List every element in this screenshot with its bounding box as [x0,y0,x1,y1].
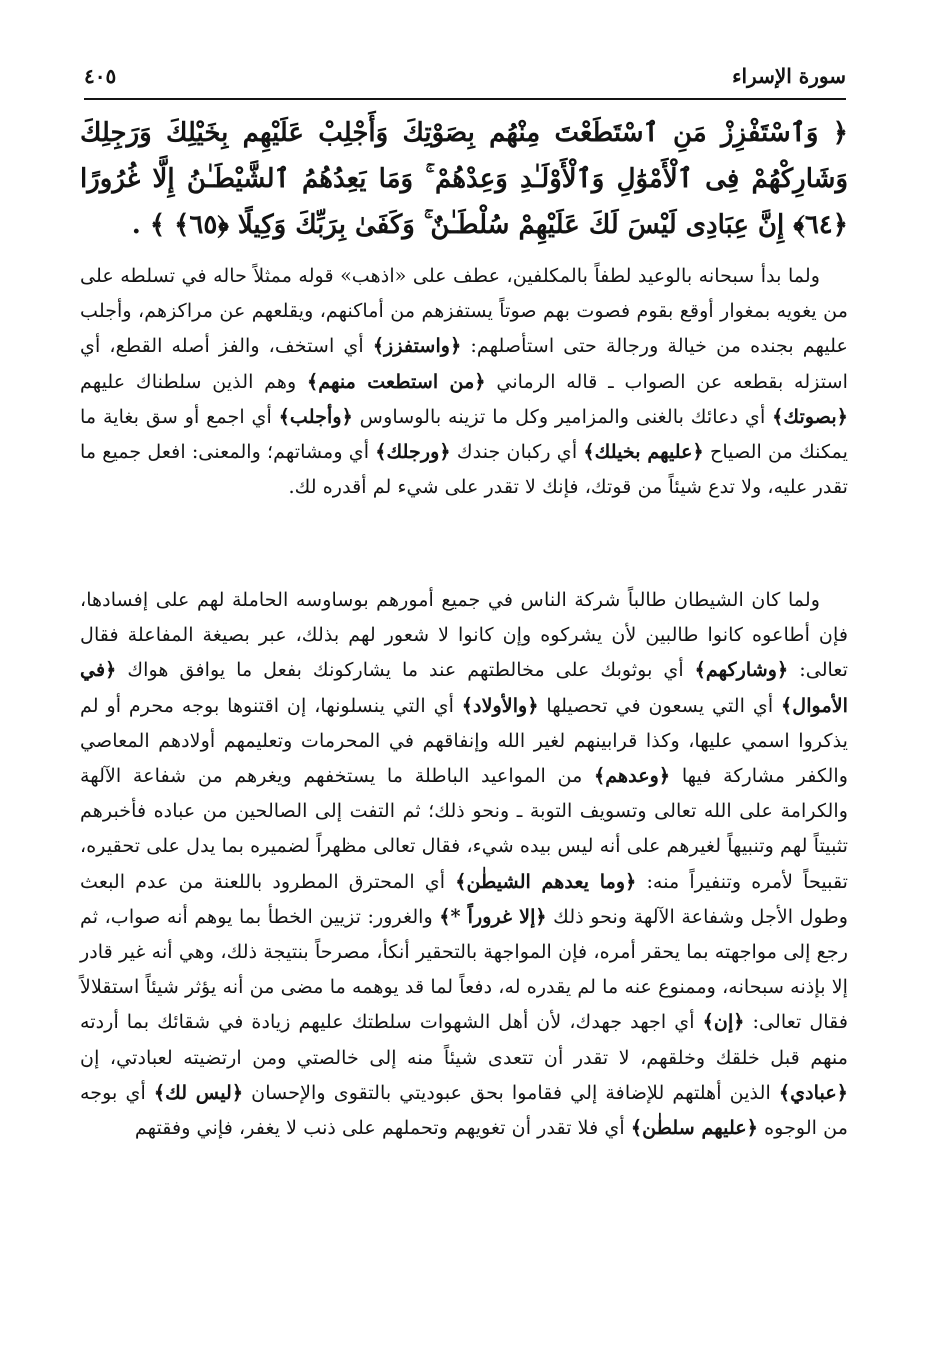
commentary-text: أي بوثوبك على مخالطتهم عند ما يشاركونك بفعل ما يوافق هواك [116,658,695,682]
quoted-ayah: ﴿وأجلب﴾ [278,404,353,428]
commentary-text: الذين أهلتهم للإضافة إلي فقاموا بحق عبوديتي بالتقوى والإحسان [243,1080,779,1104]
commentary-text: أي دعائك بالغنى والمزامير وكل ما تزينه بالوساوس [352,404,773,428]
commentary-text: من المواعيد الباطلة ما يستخفهم ويغرهم من شفاعة الآلهة والكرامة على الله تعالى وتسويف التوبة ـ ونحو ذلك؛ ثم التفت إلى الصالحين من عباده فأخبرهم تثبيتاً لهم وتنبيهاً لغيرهم على أنه ليس بيده شيء، فقال تعالى مظهراً لضميره بما يدل على تحقيره، تقبيحاً لأمره وتنفيراً منه: [80,764,849,893]
commentary-text: أي بوجه من الوجوه [80,1080,848,1140]
quoted-ayah: ﴿واستفزز﴾ [372,334,462,358]
commentary-paragraph-1 [80,258,848,504]
commentary-text: والغرور: تزيين الخطأ بما يوهم أنه صواب، ثم رجع إلى مواجهته بما يحقر أمره، فإن المواجهة بالتحقير أنكأ، مصرحاً بنتيجة ذلك، وهي أنه غير قادر إلا بإذنه سبحانه، وممنوع عنه ما لم يقدره له، دفعاً لما قد يوهمه ما مضى من أنه يؤثر شيئاً استقلالاً فقال تعالى: [80,904,848,1034]
commentary-text: أي فلا تقدر أن تغويهم وتحملهم على ذنب لا يغفر، فإني وفقتهم [134,1116,631,1140]
quoted-ayah: ﴿وعدهم﴾ [594,764,671,788]
commentary-text: ولما كان الشيطان طالباً شركة الناس في جميع أمورهم بوساوسه الحاملة لهم على إفسادها، فإن أطاعوه كانوا طالبين لأن يشركوه وإن كانوا لا شعور لهم بذلك، عبر بصيغة المفاعلة فقال تعالى: [80,588,848,682]
quran-verses: ﴿ وَٱسْتَفْزِزْ مَنِ ٱسْتَطَعْتَ مِنْهُم بِصَوْتِكَ وَأَجْلِبْ عَلَيْهِم بِخَيْلِكَ وَرَجِلِكَ وَشَارِكْهُمْ فِى ٱلْأَمْوَٰلِ وَٱلْأَوْلَـٰدِ وَعِدْهُمْ ۚ وَمَا يَعِدُهُمُ ٱلشَّيْطَـٰنُ إِلَّا غُرُورًا ﴿٦٤﴾ إِنَّ عِبَادِى لَيْسَ لَكَ عَلَيْهِمْ سُلْطَـٰنٌ ۚ وَكَفَىٰ بِرَبِّكَ وَكِيلًا ﴿٦٥﴾ ﴾ . [80,118,848,240]
quoted-ayah: ﴿ورجلك﴾ [375,440,451,464]
commentary-text: أي اجمع أو سق بغاية ما يمكنك من الصياح [80,404,848,464]
quoted-ayah: ﴿عليهم سلطٰن﴾ [630,1116,758,1140]
commentary-text: أي استخف، والفز أصله القطع، أي استزله بقطعه عن الصواب ـ قاله الرماني [80,334,848,393]
quoted-ayah: ﴿وما يعدهم الشيطٰن﴾ [455,869,637,893]
quoted-ayah: ﴿في الأموال﴾ [80,658,849,717]
commentary-text: أي اجهد جهدك، لأن أهل الشهوات سلطتك عليهم زيادة في شقائك بما أردته منهم قبل خلقك وخلقهم، لا تقدر أن تتعدى شيئاً منه إلى خالصتي ومن ارتضيته لعبادتي، إن [80,1010,848,1069]
commentary-text: ولما بدأ سبحانه بالوعيد لطفاً بالمكلفين، عطف على «اذهب» قوله ممثلاً حاله في تسلطه على من يغويه بمغوار أوقع بقوم فصوت بهم صوتاً يستفزهم من أماكنهم، ويقلعهم عن مراكزهم، وأجلب عليهم بجنده من خيالة ورجالة حتى استأصلهم: [80,264,848,358]
quoted-ayah: ﴿من استطعت منهم﴾ [306,369,486,393]
quoted-ayah: ﴿عليهم بخيلك﴾ [583,440,704,464]
commentary-text: أي التي ينسلونها، إن اقتنوها بوجه محرم أو لم يذكروا اسمي عليها، وكذا قرابينهم لغير الله وإنفاقهم في المحرمات وتعليمهم أولادهم المعاصي والكفر مشاركة فيها [80,693,848,788]
commentary-text: أي ومشاتهم؛ والمعنى: افعل جميع ما تقدر عليه، ولا تدع شيئاً من قوتك، فإنك لا تقدر على شيء لم أقدره لك. [80,440,848,499]
quoted-ayah: ﴿وشاركهم﴾ [694,658,789,682]
surah-title: سورة الإسراء [732,64,846,88]
quoted-ayah: ﴿عبادي﴾ [778,1080,849,1104]
quoted-ayah: ﴿إن﴾ [702,1010,745,1034]
commentary-text: وهم الذين سلطناك عليهم [80,369,307,393]
commentary-text: أي المحترق المطرود باللعنة من عدم البعث وطول الأجل وشفاعة الآلهة ونحو ذلك [80,869,849,928]
commentary-text: أي ركبان جندك [450,440,584,464]
paragraph-1-text [80,258,848,504]
commentary-text: أي التي يسعون في تحصيلها [538,693,782,717]
quoted-ayah: ﴿إلا غروراً *﴾ [439,904,547,928]
commentary-paragraph-2 [80,582,848,1145]
page-header [84,54,846,100]
quoted-ayah: ﴿والأولاد﴾ [461,693,539,717]
paragraph-2-text [80,582,848,1145]
quoted-ayah: ﴿ليس لك﴾ [153,1080,244,1104]
page-number: ٤٠٥ [84,64,117,88]
quoted-ayah: ﴿بصوتك﴾ [772,404,848,428]
